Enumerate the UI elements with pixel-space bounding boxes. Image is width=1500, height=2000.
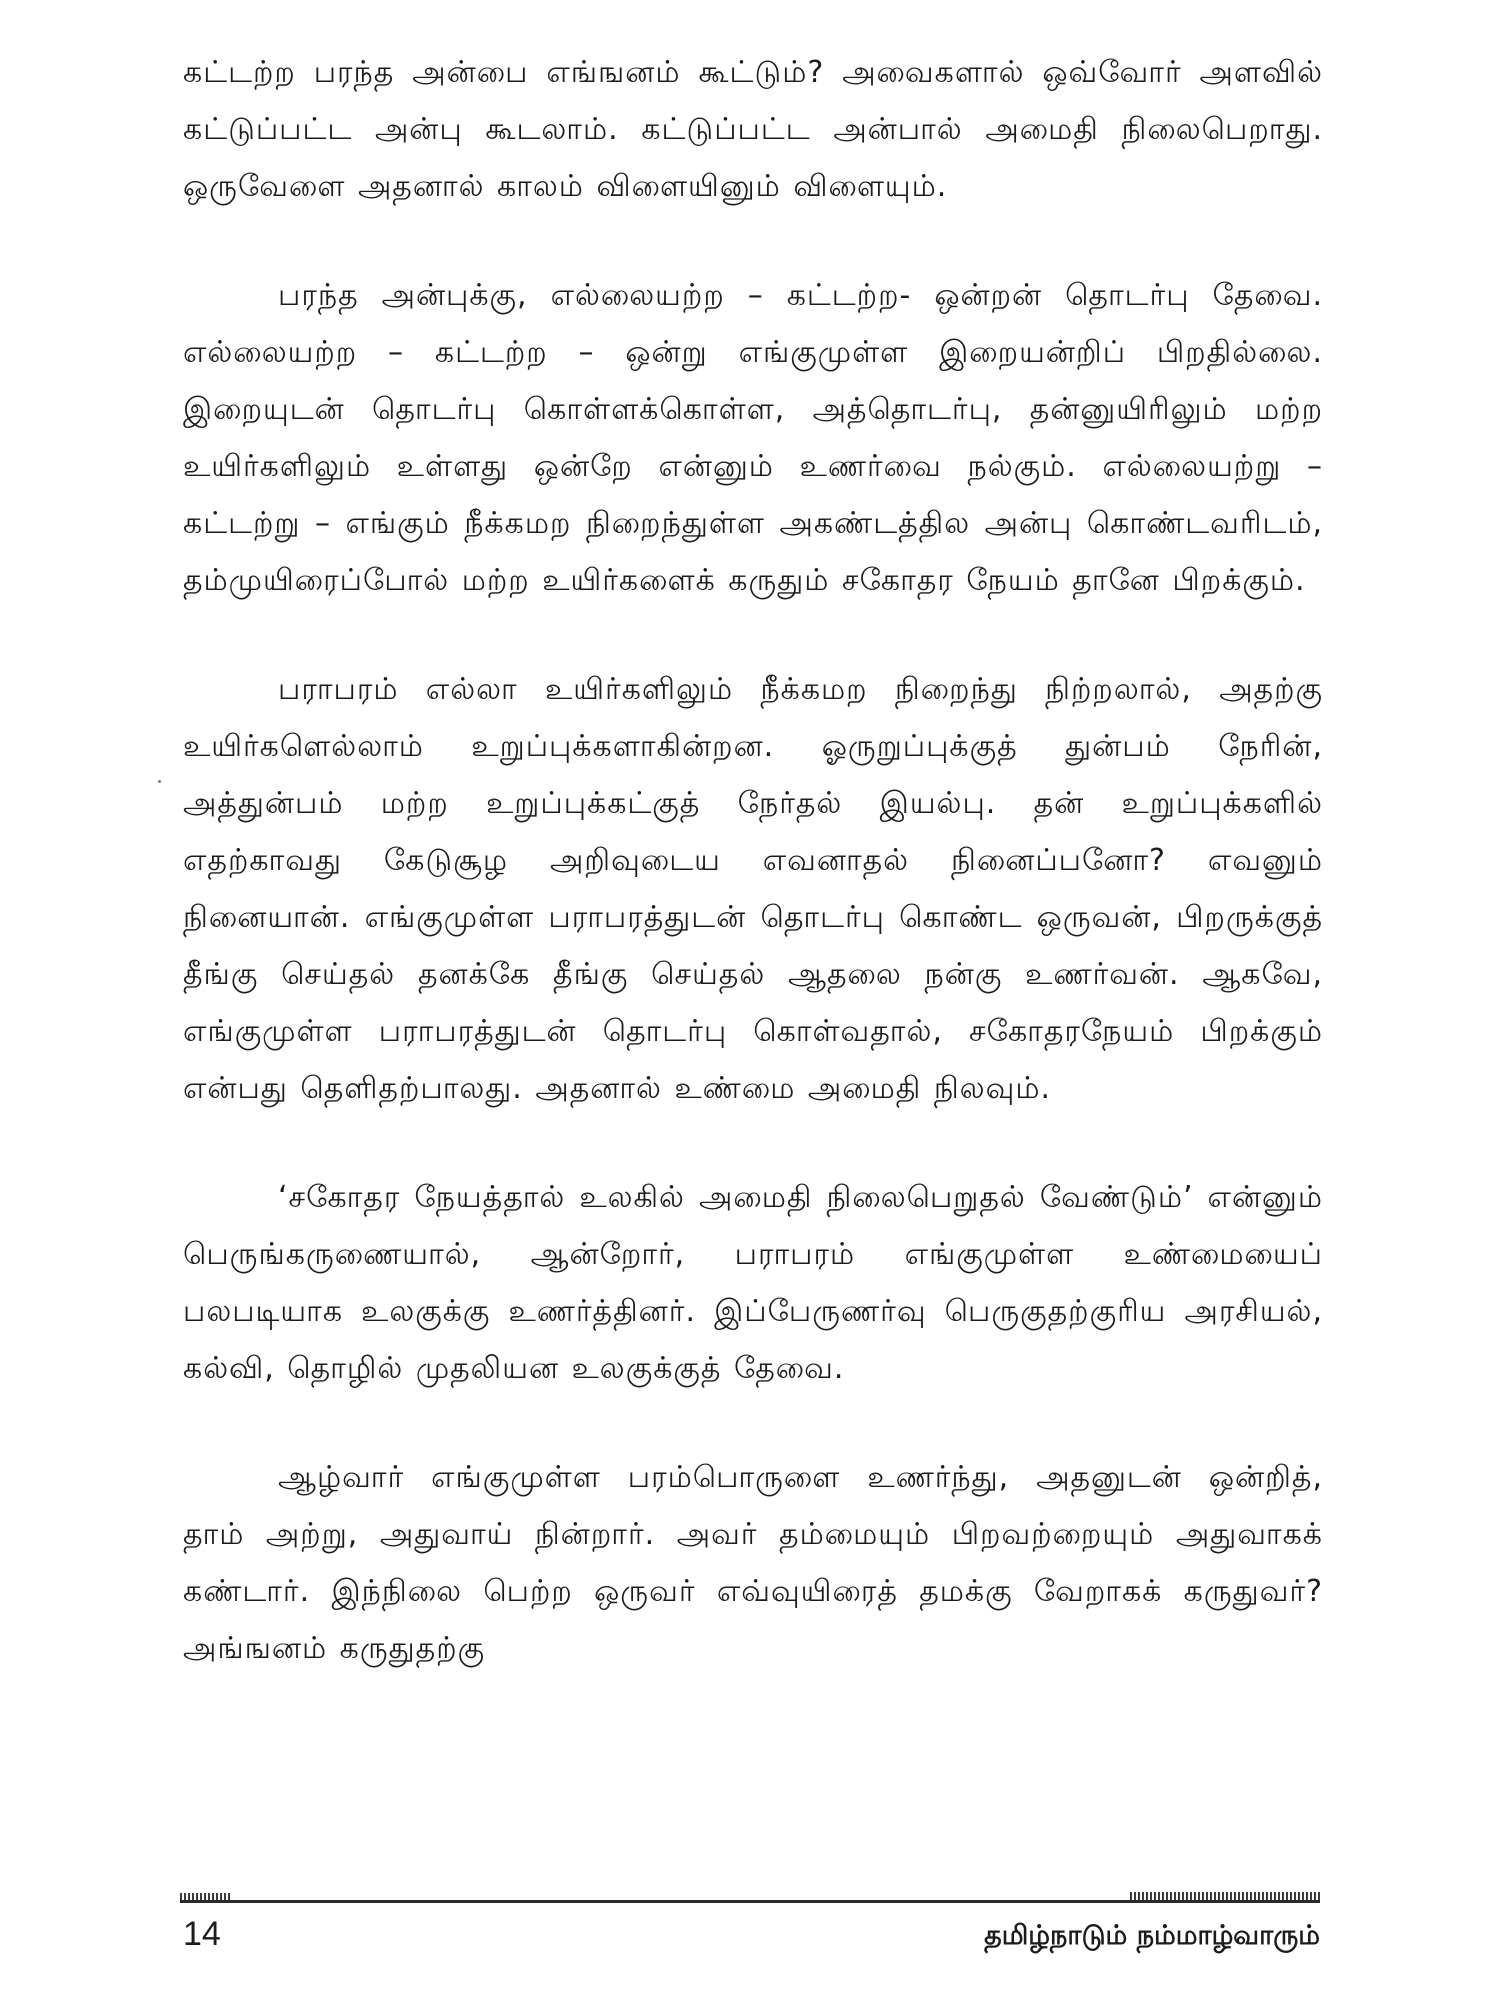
footer-hatch-right (1130, 1892, 1320, 1900)
paragraph-1: கட்டற்ற பரந்த அன்பை எங்ஙனம் கூட்டும்? அவைகளால் ஒவ்வோர் அளவில் கட்டுப்பட்ட அன்பு கூடலாம். கட்டுப்பட்ட அன்பால் அமைதி நிலைபெறாது. ஒருவேளை அதனால் காலம் விளையினும் விளையும். (183, 55, 1323, 204)
footer-hatch-left (180, 1893, 230, 1900)
page-number: 14 (183, 1915, 221, 1953)
paragraph-3: பராபரம் எல்லா உயிர்களிலும் நீக்கமற நிறைந்து நிற்றலால், அதற்கு உயிர்களெல்லாம் உறுப்புக்களாகின்றன. ஓருறுப்புக்குத் துன்பம் நேரின், அத்துன்பம் மற்ற உறுப்புக்கட்குத் நேர்தல் இயல்பு. தன் உறுப்புக்களில் எதற்காவது கேடுசூழ அறிவுடைய எவனாதல் நினைப்பனோ? எவனும் நினையான். எங்குமுள்ள பராபரத்துடன் தொடர்பு கொண்ட ஒருவன், பிறருக்குத் தீங்கு செய்தல் தனக்கே தீங்கு செய்தல் ஆதலை நன்கு உணர்வன். ஆகவே, எங்குமுள்ள பராபரத்துடன் தொடர்பு கொள்வதால், சகோதரநேயம் பிறக்கும் என்பது தெளிதற்பாலது. அதனால் உண்மை அமைதி நிலவும். (183, 672, 1323, 1106)
footer-rule (180, 1900, 1320, 1903)
paragraph-5: ஆழ்வார் எங்குமுள்ள பரம்பொருளை உணர்ந்து, அதனுடன் ஒன்றித், தாம் அற்று, அதுவாய் நின்றார். அவர் தம்மையும் பிறவற்றையும் அதுவாகக் கண்டார். இந்நிலை பெற்ற ஒருவர் எவ்வுயிரைத் தமக்கு வேறாகக் கருதுவர்? அங்ஙனம் கருதுதற்கு (183, 1460, 1323, 1666)
running-title: தமிழ்நாடும் நம்மாழ்வாரும் (984, 1920, 1320, 1951)
print-speck (158, 780, 161, 783)
paragraph-2: பரந்த அன்புக்கு, எல்லையற்ற – கட்டற்ற- ஒன்றன் தொடர்பு தேவை. எல்லையற்ற – கட்டற்ற – ஒன்று எங்குமுள்ள இறையன்றிப் பிறதில்லை. இறையுடன் தொடர்பு கொள்ளக்கொள்ள, அத்தொடர்பு, தன்னுயிரிலும் மற்ற உயிர்களிலும் உள்ளது ஒன்றே என்னும் உணர்வை நல்கும். எல்லையற்று – கட்டற்று – எங்கும் நீக்கமற நிறைந்துள்ள அகண்டத்தில அன்பு கொண்டவரிடம், தம்முயிரைப்போல் மற்ற உயிர்களைக் கருதும் சகோதர நேயம் தானே பிறக்கும். (183, 278, 1323, 598)
body-text (183, 44, 1323, 1677)
paragraph-4: ‘சகோதர நேயத்தால் உலகில் அமைதி நிலைபெறுதல் வேண்டும்’ என்னும் பெருங்கருணையால், ஆன்றோர், பராபரம் எங்குமுள்ள உண்மையைப் பலபடியாக உலகுக்கு உணர்த்தினர். இப்பேருணர்வு பெருகுதற்குரிய அரசியல், கல்வி, தொழில் முதலியன உலகுக்குத் தேவை. (183, 1180, 1323, 1386)
